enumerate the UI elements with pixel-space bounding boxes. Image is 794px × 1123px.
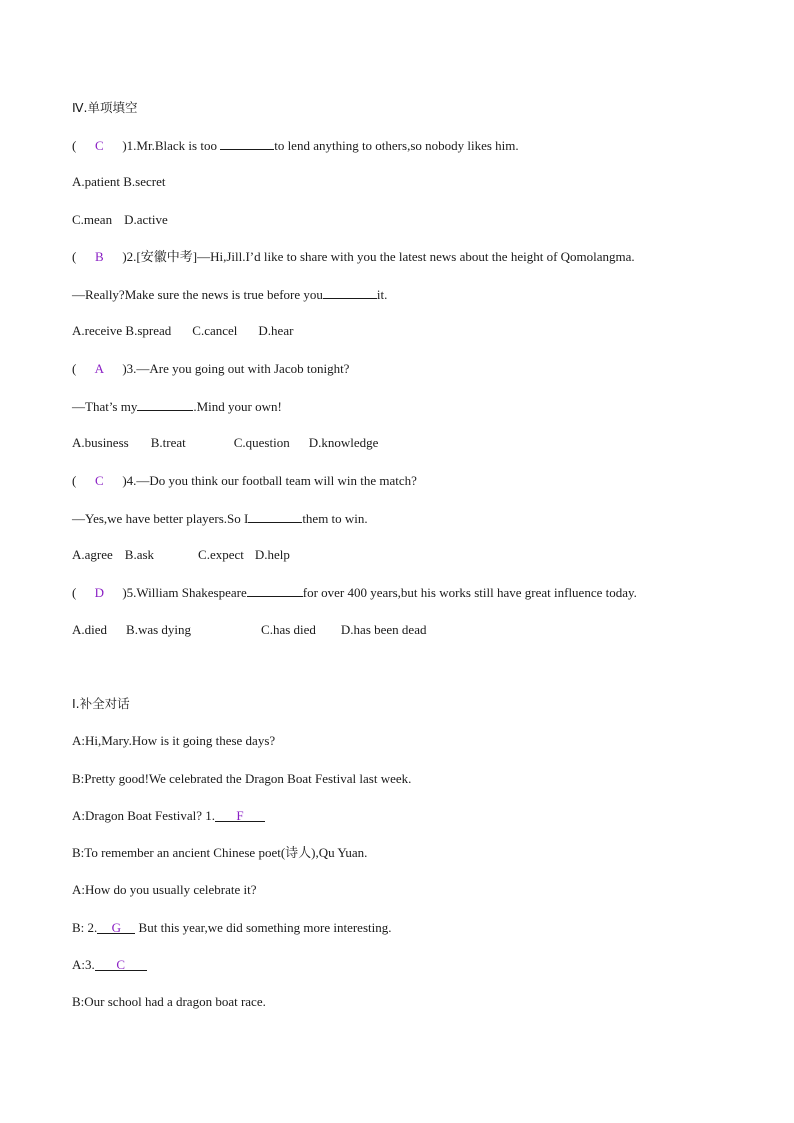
section-heading-dialogue: Ⅰ.补全对话 [72, 696, 130, 711]
dialogue-line-7 [72, 957, 147, 973]
answer-4: C [95, 473, 104, 488]
answer-3: A [94, 361, 105, 376]
question-4-reply-b: them to win. [302, 511, 368, 526]
question-3-reply-a: —That’s my [72, 399, 138, 414]
question-2-options [72, 323, 293, 339]
open-paren: ( [72, 249, 77, 264]
answer-1: C [95, 138, 104, 153]
question-1-options-row-2 [72, 212, 168, 228]
dialogue-line-1: A:Hi,Mary.How is it going these days? [72, 733, 276, 748]
option-d: D.help [254, 547, 290, 562]
blank [137, 398, 193, 411]
section-heading-single-choice: Ⅳ.单项填空 [72, 100, 138, 115]
question-2-stem: )2.[安徽中考]—Hi,Jill.I’d like to share with you the latest news about the height of Qomolangma. [122, 249, 635, 264]
question-5-stem-a: )5.William Shakespeare [122, 585, 247, 600]
question-2-reply [72, 286, 387, 303]
answer-2: B [95, 249, 104, 264]
option-d: D.knowledge [308, 435, 379, 450]
open-paren: ( [72, 361, 77, 376]
dialogue-line-5: A:How do you usually celebrate it? [72, 882, 257, 897]
question-2 [72, 249, 635, 265]
question-5-stem-b: for over 400 years,but his works still have great influence today. [302, 585, 637, 600]
question-3-options [72, 435, 378, 451]
dialogue-line-8: B:Our school had a dragon boat race. [72, 994, 266, 1009]
dialogue-line-6 [72, 920, 391, 936]
option-a: A.died [72, 622, 108, 637]
option-a: A.receive [72, 323, 123, 338]
blank [323, 286, 377, 299]
question-1-stem-a: )1.Mr.Black is too [122, 138, 221, 153]
question-2-reply-a: —Really?Make sure the news is true before you [72, 287, 323, 302]
question-3 [72, 361, 349, 377]
dialogue-line-4: B:To remember an ancient Chinese poet(诗人),Qu Yuan. [72, 845, 368, 860]
dialogue-answer-3: C [95, 958, 147, 971]
option-d: D.active [124, 212, 168, 227]
dialogue-line-2: B:Pretty good!We celebrated the Dragon Boat Festival last week. [72, 771, 412, 786]
option-c: C.mean [72, 212, 113, 227]
open-paren: ( [72, 138, 77, 153]
dialogue-line-6-text-b: But this year,we did something more interesting. [135, 920, 392, 935]
blank [220, 137, 274, 150]
dialogue-line-7-text: A:3. [72, 957, 95, 972]
blank [248, 510, 302, 523]
dialogue-answer-2: G [97, 921, 135, 934]
question-3-reply [72, 398, 282, 415]
option-a: A.patient [72, 174, 121, 189]
question-4-options [72, 547, 290, 563]
option-c: C.cancel [192, 323, 238, 338]
question-1 [72, 137, 519, 154]
blank [247, 584, 303, 597]
option-b: B.treat [150, 435, 186, 450]
option-d: D.has been dead [340, 622, 427, 637]
question-5-options [72, 622, 426, 638]
option-c: C.question [233, 435, 290, 450]
question-1-stem-b: to lend anything to others,so nobody likes him. [274, 138, 519, 153]
answer-5: D [94, 585, 105, 600]
option-b: B.ask [124, 547, 155, 562]
question-4-reply [72, 510, 368, 527]
question-2-reply-b: it. [376, 287, 388, 302]
dialogue-line-3-text: A:Dragon Boat Festival? 1. [72, 808, 215, 823]
option-a: A.business [72, 435, 129, 450]
option-c: C.expect [198, 547, 244, 562]
option-a: A.agree [72, 547, 113, 562]
option-b: B.was dying [126, 622, 192, 637]
open-paren: ( [72, 585, 77, 600]
option-b: B.secret [123, 174, 166, 189]
dialogue-line-3 [72, 808, 265, 824]
question-4 [72, 473, 417, 489]
question-3-reply-b: .Mind your own! [193, 399, 282, 414]
dialogue-answer-1: F [215, 809, 265, 822]
option-d: D.hear [258, 323, 294, 338]
option-b: B.spread [125, 323, 172, 338]
option-c: C.has died [261, 622, 316, 637]
dialogue-line-6-text-a: B: 2. [72, 920, 98, 935]
question-4-reply-a: —Yes,we have better players.So I [72, 511, 249, 526]
open-paren: ( [72, 473, 77, 488]
question-4-stem: )4.—Do you think our football team will win the match? [122, 473, 417, 488]
question-1-options-row-1 [72, 174, 166, 190]
question-5 [72, 584, 637, 601]
question-3-stem: )3.—Are you going out with Jacob tonight? [122, 361, 350, 376]
